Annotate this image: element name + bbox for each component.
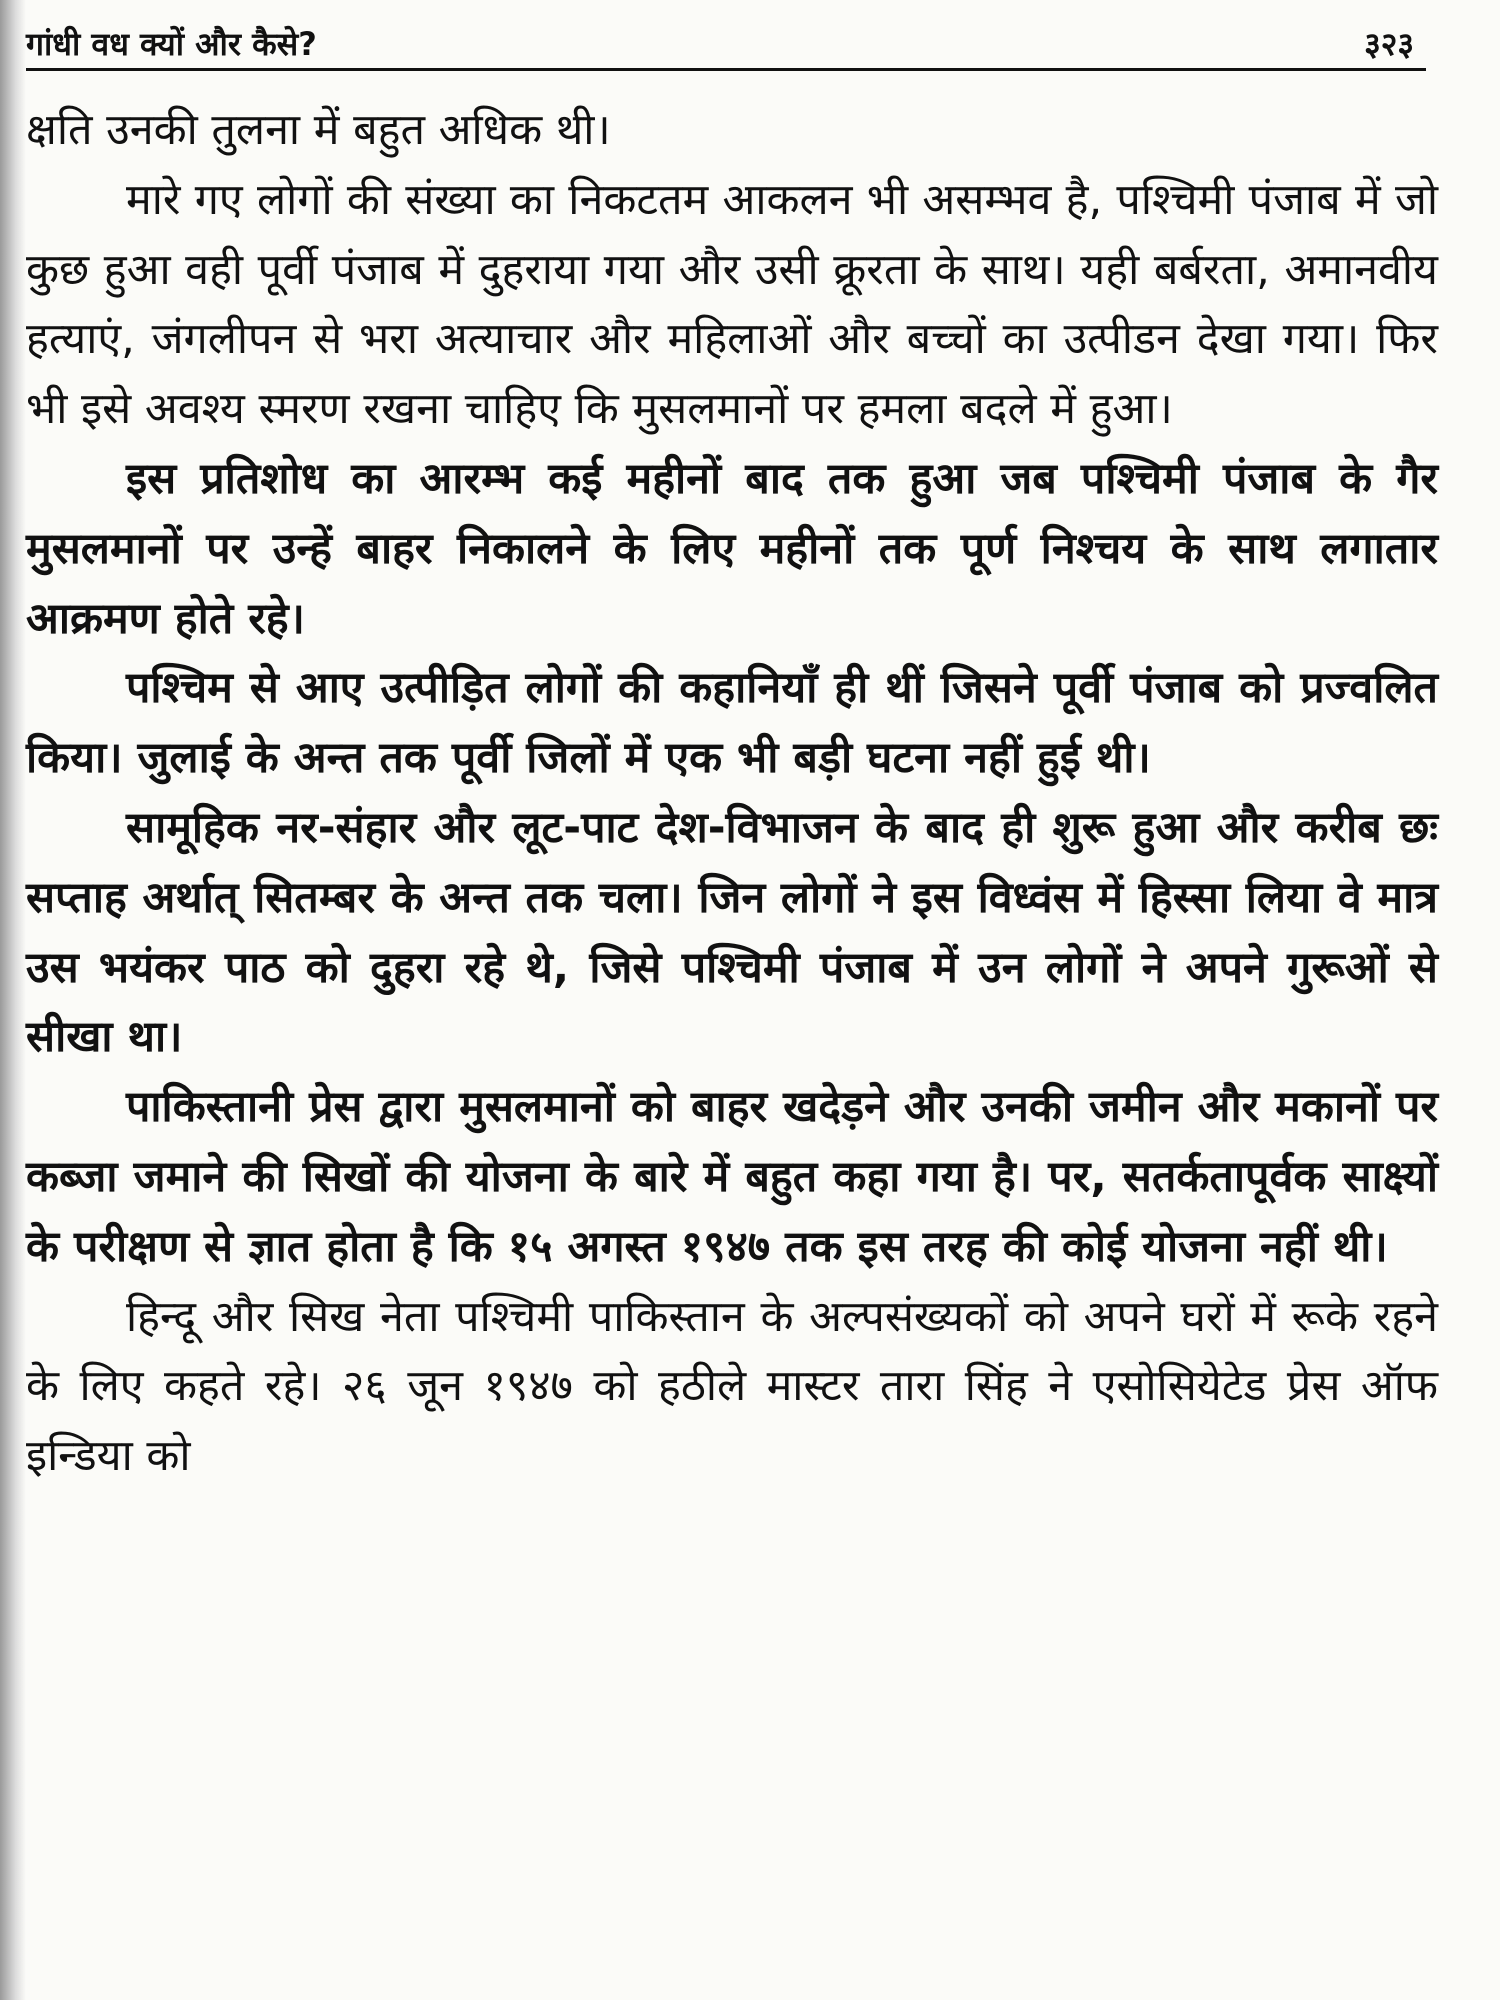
page-number: ३२३ <box>1364 25 1414 63</box>
binding-shadow <box>0 0 26 2000</box>
paragraph: पाकिस्तानी प्रेस द्वारा मुसलमानों को बाहर खदेड़ने और उनकी जमीन और मकानों पर कब्जा जमाने की सिखों की योजना के बारे में बहुत कहा गया है। पर, सतर्कतापूर्वक साक्ष्यों के परीक्षण से ज्ञात होता है कि १५ अगस्त १९४७ तक इस तरह की कोई योजना नहीं थी। <box>26 1082 1438 1272</box>
paragraph: पश्चिम से आए उत्पीड़ित लोगों की कहानियाँ ही थीं जिसने पूर्वी पंजाब को प्रज्वलित किया। जुलाई के अन्त तक पूर्वी जिलों में एक भी बड़ी घटना नहीं हुई थी। <box>26 663 1438 784</box>
paragraph: सामूहिक नर-संहार और लूट-पाट देश-विभाजन के बाद ही शुरू हुआ और करीब छः सप्ताह अर्थात् सितम्बर के अन्त तक चला। जिन लोगों ने इस विध्वंस में हिस्सा लिया वे मात्र उस भयंकर पाठ को दुहरा रहे थे, जिसे पश्चिमी पंजाब में उन लोगों ने अपने गुरूओं से सीखा था। <box>26 802 1438 1063</box>
paragraph: मारे गए लोगों की संख्या का निकटतम आकलन भी असम्भव है, पश्चिमी पंजाब में जो कुछ हुआ वही पूर्वी पंजाब में दुहराया गया और उसी क्रूरता के साथ। यही बर्बरता, अमानवीय हत्याएं, जंगलीपन से भरा अत्याचार और महिलाओं और बच्चों का उत्पीडन देखा गया। फिर भी इसे अवश्य स्मरण रखना चाहिए कि मुसलमानों पर हमला बदले में हुआ। <box>26 174 1438 435</box>
paragraph-continuation: क्षति उनकी तुलना में बहुत अधिक थी। <box>26 105 611 155</box>
paragraph: हिन्दू और सिख नेता पश्चिमी पाकिस्तान के अल्पसंख्यकों को अपने घरों में रूके रहने के लिए कहते रहे। २६ जून १९४७ को हठीले मास्टर तारा सिंह ने एसोसियेटेड प्रेस ऑफ इन्डिया को <box>26 1291 1438 1482</box>
body-text <box>26 96 1438 1492</box>
paragraph: इस प्रतिशोध का आरम्भ कई महीनों बाद तक हुआ जब पश्चिमी पंजाब के गैर मुसलमानों पर उन्हें बाहर निकालने के लिए महीनों तक पूर्ण निश्चय के साथ लगातार आक्रमण होते रहे। <box>26 453 1438 644</box>
page-header <box>26 18 1426 71</box>
running-head-title: गांधी वध क्यों और कैसे? <box>26 25 317 63</box>
